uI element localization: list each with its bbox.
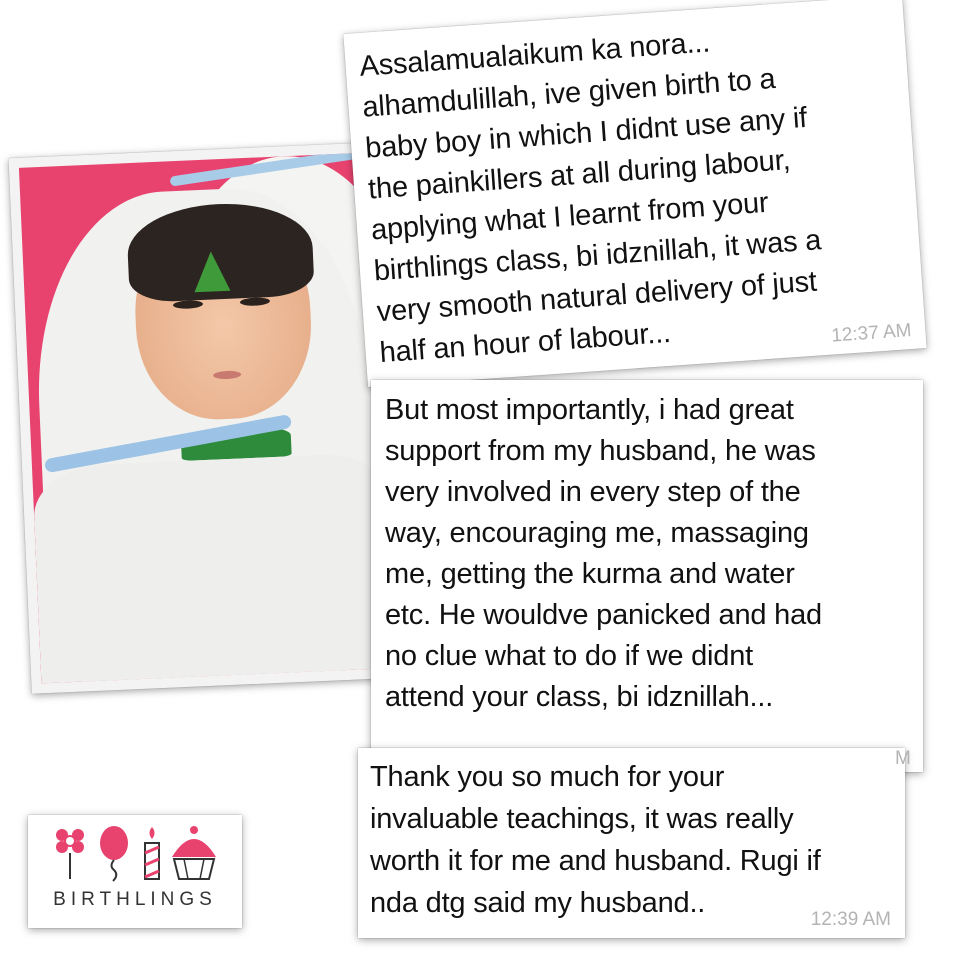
birthlings-logo	[28, 815, 242, 928]
forehead-mark	[193, 251, 231, 293]
baby-photo-image	[19, 153, 389, 684]
message-bubble-2	[371, 380, 923, 772]
cupcake-icon	[172, 826, 216, 879]
flower-icon	[56, 829, 84, 879]
message-bubble-1	[343, 0, 926, 387]
baby-photo	[8, 142, 399, 694]
balloon-icon	[100, 826, 128, 881]
message-text: But most importantly, i had great support from my husband, he was very involved in every step of the way, encouraging me, massaging me, getting the kurma and water etc. He wouldve panicked and had no clue what to do if we didnt attend your class, bi idznillah...	[385, 394, 822, 713]
message-timestamp-partial: M	[895, 748, 911, 769]
logo-icons	[48, 823, 228, 883]
message-text: Thank you so much for your invaluable teachings, it was really worth it for me and husband. Rugi if nda dtg said my husband..	[370, 761, 821, 919]
brand-name: BIRTHLINGS	[53, 889, 217, 910]
candle-icon	[145, 827, 159, 879]
message-bubble-3	[358, 748, 905, 938]
message-timestamp: 12:37 AM	[830, 320, 913, 347]
message-text: Assalamualaikum ka nora... alhamdulillah, ive given birth to a baby boy in which I didnt use any if the painkillers at all during labour, applying what I learnt from your birthlings class, bi idznillah, it was a very smooth natural delivery of just half an hour of labour...	[358, 26, 823, 370]
message-timestamp: 12:39 AM	[810, 909, 891, 930]
